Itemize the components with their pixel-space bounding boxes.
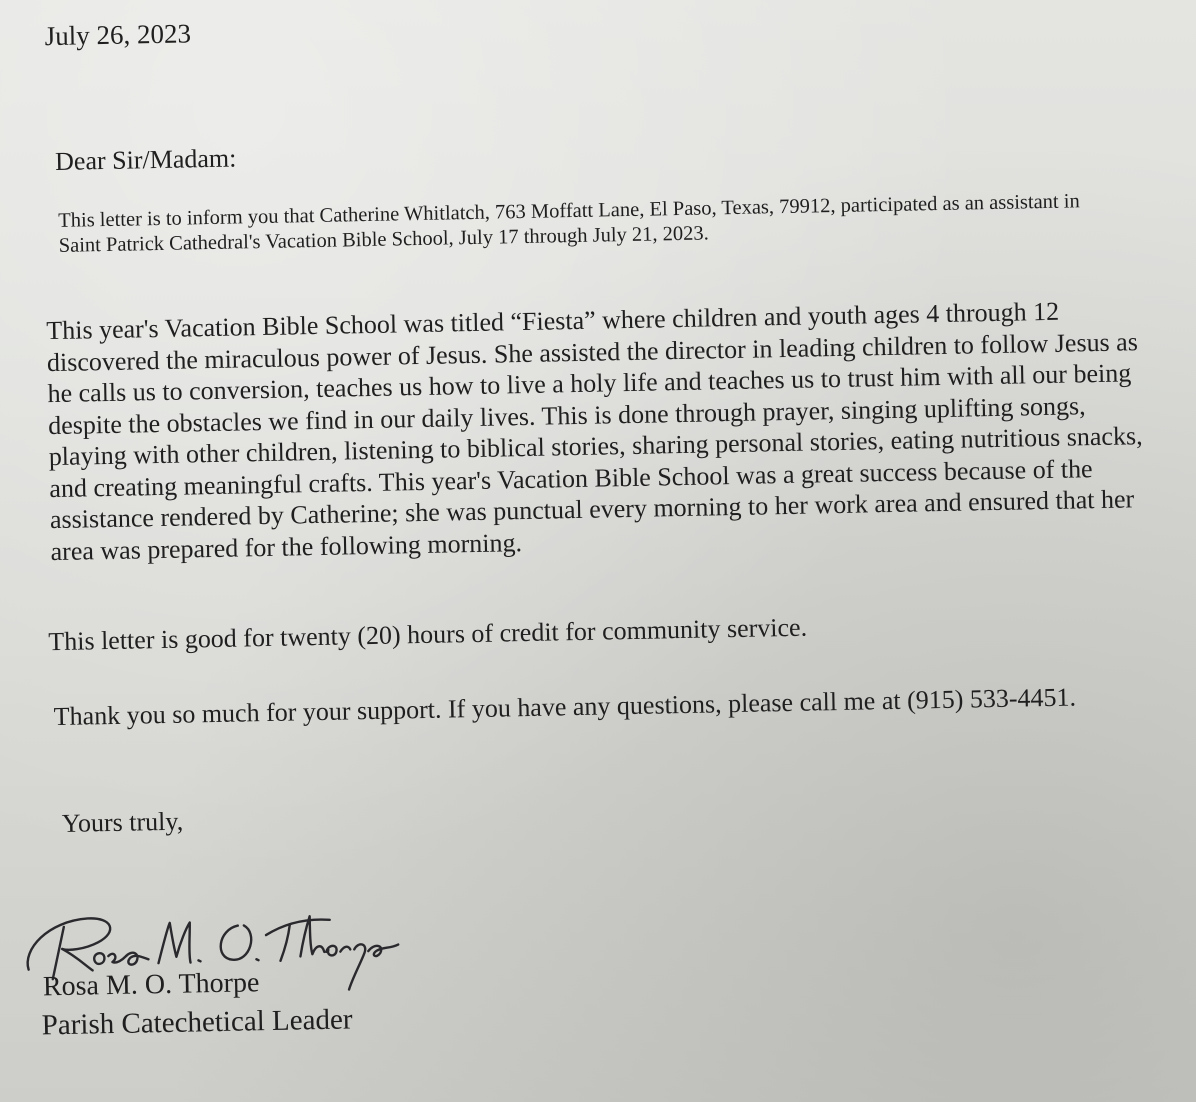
paragraph-service-credit: This letter is good for twenty (20) hours of credit for community service. — [48, 612, 808, 657]
paragraph-thanks-contact: Thank you so much for your support. If you have any questions, please call me at (915) 533-4451. — [53, 682, 1077, 732]
signature-block — [17, 891, 480, 1080]
signature-text: Rosa M. O. Thorpe — [17, 899, 26, 901]
signer-name: Rosa M. O. Thorpe — [42, 967, 260, 1003]
salutation: Dear Sir/Madam: — [54, 143, 237, 176]
paragraph-program-description: This year's Vacation Bible School was titled “Fiesta” where children and youth ages 4 through 12 discovered the miraculous power of Jesus. She assisted the director in leading children to follow Jesus as he calls us to conversion, teaches us how to live a holy life and teaches us to trust him with all our being despite the obstacles we find in our daily lives. This is done through prayer, singing uplifting songs, playing with other children, listening to biblical stories, sharing personal stories, eating nutritious snacks, and creating meaningful crafts. This year's Vacation Bible School was a great success because of the assistance rendered by Catherine; she was punctual every morning to her work area and ensured that her area was prepared for the following morning. — [46, 296, 1143, 566]
letter-date: July 26, 2023 — [44, 18, 192, 52]
signer-title: Parish Catechetical Leader — [41, 1003, 353, 1042]
closing: Yours truly, — [61, 806, 184, 838]
paragraph-participation: This letter is to inform you that Catherine Whitlatch, 763 Moffatt Lane, El Paso, Texas, 79912, participated as an assistant in Saint Patrick Cathedral's Vacation Bible School, July 17 through July 21, 2023. — [58, 190, 1080, 257]
